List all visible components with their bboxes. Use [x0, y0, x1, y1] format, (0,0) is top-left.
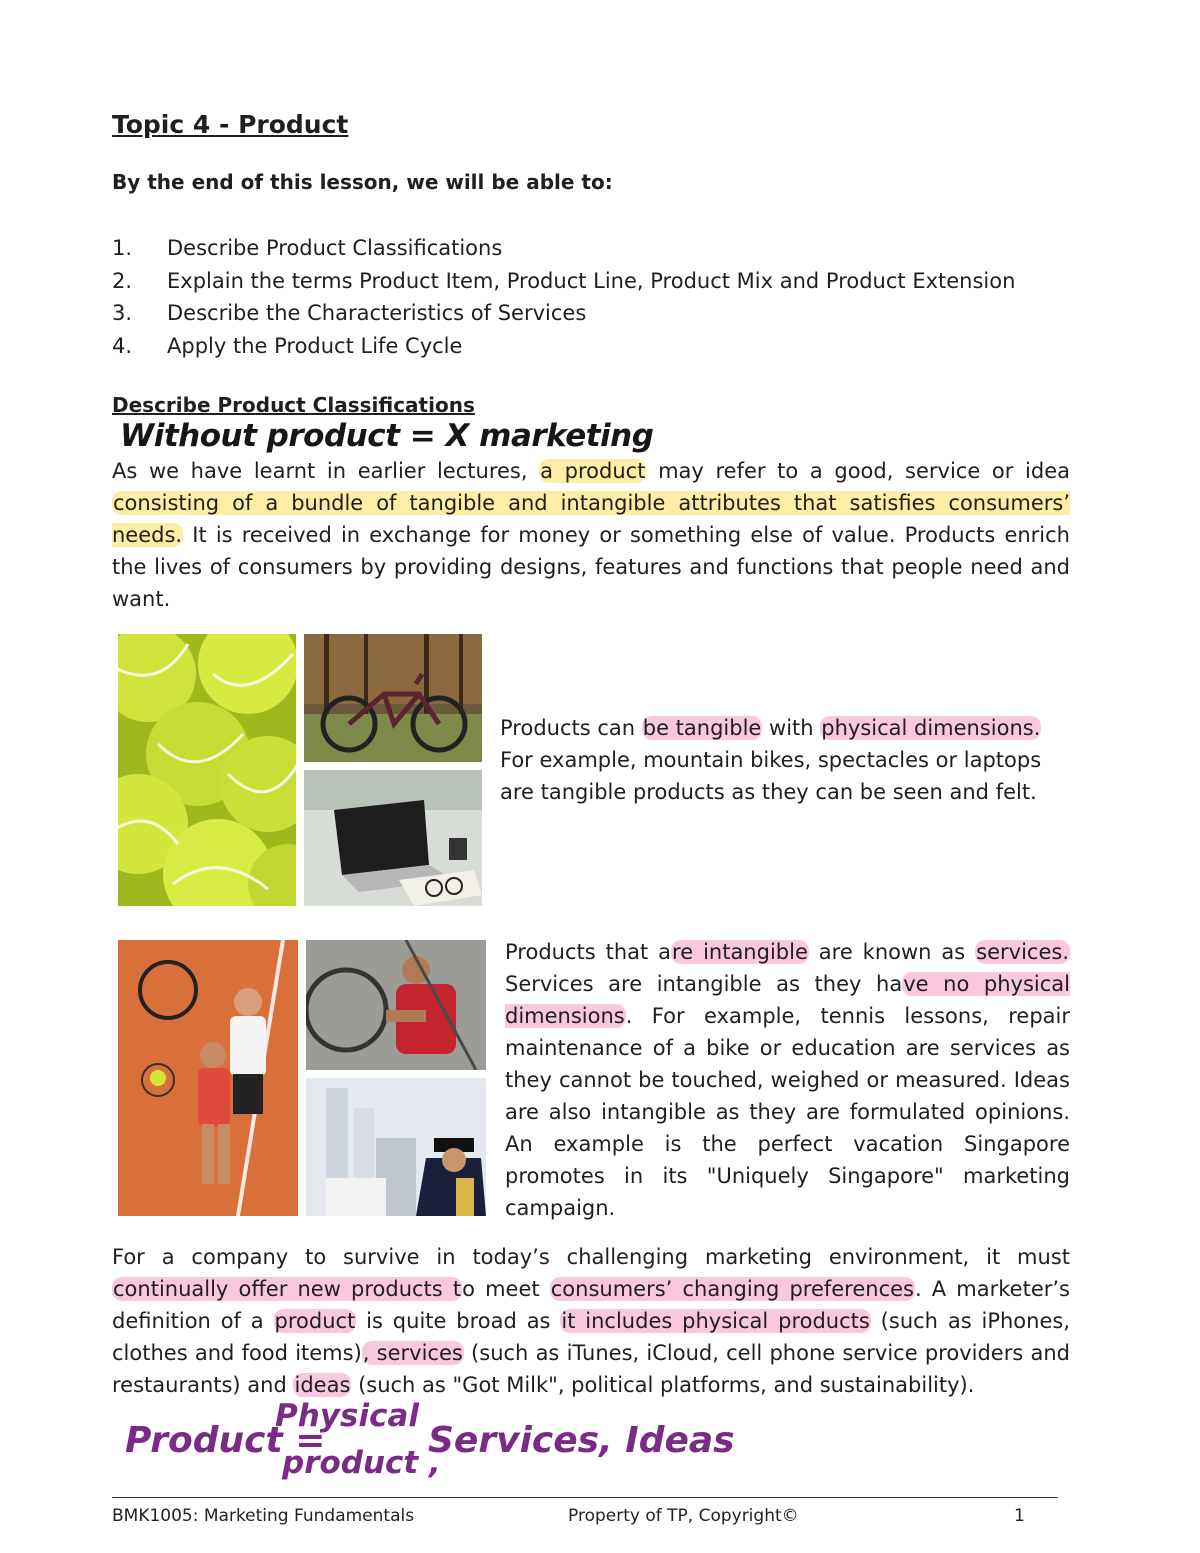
- handwritten-note: Physical: [275, 1398, 419, 1434]
- highlight: , services: [362, 1341, 463, 1365]
- handwritten-note: product ,: [282, 1445, 441, 1481]
- handwritten-note: Services, Ideas: [428, 1420, 735, 1461]
- handwritten-note: Product =: [125, 1420, 326, 1461]
- highlight: physical dimensions.: [821, 716, 1041, 740]
- list-item: 3. Describe the Characteristics of Services: [112, 301, 587, 325]
- tennis-balls-image: [118, 634, 296, 906]
- highlight: it includes physical products: [561, 1309, 870, 1333]
- page-number: 1: [1014, 1506, 1025, 1526]
- footer-copyright: Property of TP, Copyright©: [568, 1506, 799, 1526]
- paragraph-product-definition: As we have learnt in earlier lectures, a product may refer to a good, service or idea consisting of a bundle of tangible and intangible attributes that satisfies consumers’ needs. It is received in exchange for money or something else of value. Products enrich the lives of consumers by providing designs, features and functions that people need and want.: [112, 459, 1070, 611]
- paragraph-intangible: Products that are intangible are known as services. Services are intangible as they have no physical dimensions. For example, tennis lessons, repair maintenance of a bike or education are services as they cannot be touched, weighed or measured. Ideas are also intangible as they are formulated opinions. An example is the perfect vacation Singapore promotes in its "Uniquely Singapore" marketing campaign.: [505, 940, 1070, 1220]
- section-heading: Describe Product Classifications: [112, 393, 475, 417]
- highlight: ideas: [294, 1373, 351, 1397]
- tennis-lesson-image: [118, 940, 298, 1216]
- highlight: product: [274, 1309, 356, 1333]
- objectives-list: [112, 232, 1015, 362]
- handwritten-note: Without product = X marketing: [120, 418, 654, 454]
- paragraph-tangible: Products can be tangible with physical dimensions. For example, mountain bikes, spectacles or laptops are tangible products as they can be seen and felt.: [500, 716, 1042, 804]
- lesson-intro: By the end of this lesson, we will be able to:: [112, 170, 613, 194]
- list-item: 2. Explain the terms Product Item, Product Line, Product Mix and Product Extension: [112, 268, 1016, 293]
- highlight: re intangible: [672, 940, 808, 964]
- highlight: consumers’ changing preferences: [550, 1277, 914, 1301]
- laptop-image: [304, 770, 482, 906]
- highlight: a product: [540, 459, 646, 483]
- list-item: 1. Describe Product Classifications: [112, 236, 503, 260]
- graduation-image: [306, 1078, 486, 1216]
- highlight: services.: [976, 940, 1069, 964]
- bike-repair-image: [306, 940, 486, 1070]
- list-item: 4. Apply the Product Life Cycle: [112, 333, 463, 358]
- paragraph-marketer-definition: For a company to survive in today’s challenging marketing environment, it must continually offer new products to meet consumers’ changing preferences. A marketer’s definition of a product is quite broad as it includes physical products (such as iPhones, clothes and food items), services (such as iTunes, iCloud, cell phone service providers and restaurants) and ideas (such as "Got Milk", political platforms, and sustainability).: [112, 1245, 1071, 1397]
- highlight: continually offer new products t: [113, 1277, 462, 1301]
- footer-divider: [112, 1497, 1058, 1498]
- highlight: consisting of a bundle of tangible and intangible attributes that satisfies consumers’ needs.: [112, 491, 1070, 547]
- mountain-bike-image: [304, 634, 482, 762]
- page-title: Topic 4 - Product: [112, 110, 349, 139]
- highlight: ve no physical dimensions: [505, 972, 1070, 1028]
- highlight: be tangible: [642, 716, 762, 740]
- footer-course: BMK1005: Marketing Fundamentals: [112, 1506, 415, 1526]
